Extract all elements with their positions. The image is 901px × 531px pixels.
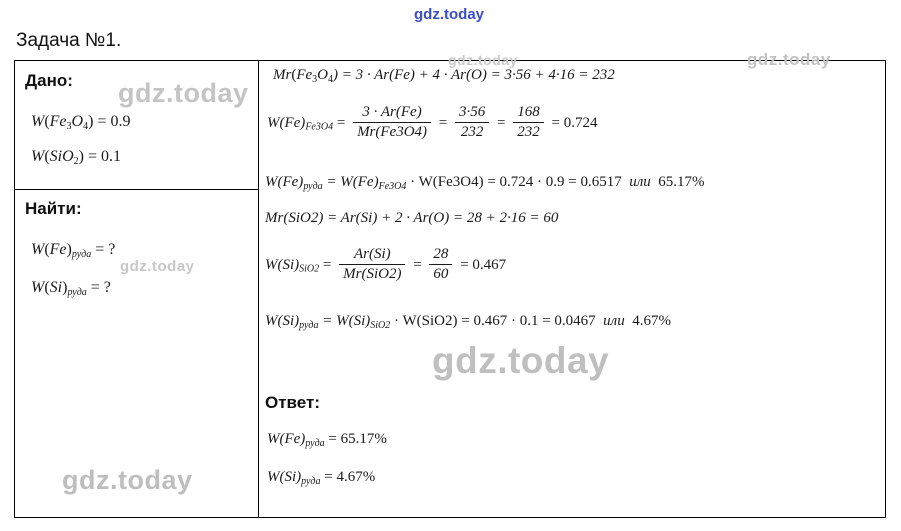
watermark-mid: gdz.today (448, 52, 518, 68)
sol-2-frac-3-num: 168 (513, 104, 544, 123)
ans-1-value: = 65.17% (324, 431, 387, 447)
find-1-el: Fe (49, 241, 67, 258)
sol-2-lhs: W(Fe) (267, 114, 306, 131)
solution-line-6 (265, 313, 671, 331)
sol-4-text: Mr(SiO2) = Ar(Si) + 2 · Ar(O) = 28 + 2·16 = 60 (265, 210, 559, 226)
sol-5-frac-2-den: 60 (433, 266, 449, 282)
sol-5-result: = 0.467 (456, 256, 507, 273)
ans-1-lhs: W(Fe) (267, 431, 306, 447)
sol-2-frac-2-den: 232 (460, 124, 484, 140)
answer-line-2 (267, 469, 375, 487)
find-1-sub: руда (71, 248, 92, 260)
watermark-bottom-left: gdz.today (62, 465, 193, 495)
sol-5-frac-2 (429, 246, 452, 283)
sol-1-el2: O (317, 67, 329, 83)
find-1-fn: W (31, 241, 45, 258)
sol-5-lhs-sub: SiO2 (299, 263, 320, 275)
vertical-divider (258, 61, 259, 517)
given-line-2: W(SiO2) = 0.1 (31, 148, 122, 167)
sol-5-frac-1-num: Ar(Si) (339, 246, 405, 265)
sol-6-lhs-sub: руда (299, 319, 319, 331)
solution-frame (14, 60, 886, 518)
solution-line-1: Mr(Fe3O4) = 3 · Ar(Fe) + 4 · Ar(O) = 3·56 + 4·16 = 232 (273, 67, 615, 85)
sol-2-eq: = (333, 114, 350, 131)
sol-5-frac-2-num: 28 (429, 246, 452, 265)
given-2-el: SiO (49, 148, 74, 165)
find-line-1: $W(Fe)_{руда}$ = ? (31, 241, 116, 260)
sol-3-tail: · W(Fe3O4) = 0.724 · 0.9 = 0.6517 (406, 174, 622, 190)
given-1-sub2: 4 (83, 120, 89, 132)
ans-2-lhs: W(Si) (267, 469, 302, 485)
find-2-result: = ? (86, 279, 111, 296)
sol-1-rhs: ) = 3 · Ar(Fe) + 4 · Ar(O) = 3·56 + 4·16 = 232 (333, 67, 615, 83)
given-1-fn: W (31, 113, 45, 130)
sol-5-lhs: W(Si) (265, 256, 300, 273)
watermark-top: gdz.today (414, 6, 484, 23)
sol-1-sub2: 4 (328, 73, 334, 85)
sol-6-lhs: W(Si) (265, 313, 300, 329)
watermark-find-area: gdz.today (120, 258, 195, 275)
sol-1-el1: Fe (296, 67, 313, 83)
sol-3-percent: 65.17% (658, 174, 705, 190)
given-1-result: ) = 0.9 (88, 113, 131, 130)
solution-line-4 (265, 210, 558, 227)
given-2-result: ) = 0.1 (78, 148, 122, 165)
sol-3-mid: = W(Fe) (322, 174, 379, 190)
watermark-center-large: gdz.today (432, 340, 610, 381)
find-line-2: $W(Si)_{руда}$ = ? (31, 279, 111, 298)
ans-2-sub: руда (301, 475, 321, 487)
solution-line-2 (267, 105, 597, 142)
find-2-el: Si (49, 279, 63, 296)
given-1-el2: O (71, 113, 84, 130)
find-label: Найти: (25, 199, 82, 218)
solution-line-5 (265, 247, 506, 284)
find-2-sub: руда (67, 286, 87, 298)
given-line-1: W(Fe3O4) = 0.9 (31, 113, 131, 132)
sol-1-sub1: 3 (312, 73, 318, 85)
sol-2-eq3: = (493, 114, 510, 131)
sol-2-frac-1-den: Mr(Fe3O4) (357, 124, 428, 140)
sol-3-mid-sub: Fe3O4 (378, 180, 407, 192)
sol-6-percent: 4.67% (632, 313, 671, 329)
ans-2-value: = 4.67% (320, 469, 376, 485)
ans-1-sub: руда (305, 437, 325, 449)
sol-5-eq: = (319, 256, 336, 273)
sol-2-frac-2 (455, 104, 489, 141)
solution-line-3 (265, 174, 705, 192)
find-2-fn: W (31, 279, 45, 296)
page-title: Задача №1. (16, 30, 122, 51)
sol-2-eq2: = (435, 114, 452, 131)
sol-3-lhs: W(Fe) (265, 174, 304, 190)
sol-2-frac-3-den: 232 (517, 124, 540, 140)
sol-6-note: или (603, 313, 625, 329)
given-1-el1: Fe (49, 113, 67, 130)
sol-1-fn: Mr (273, 67, 292, 83)
sol-2-frac-1 (353, 104, 431, 141)
sol-5-frac-1 (339, 246, 405, 283)
sol-3-note: или (629, 174, 651, 190)
sol-5-eq2: = (409, 256, 426, 273)
sol-6-mid-sub: SiO2 (370, 319, 391, 331)
given-1-sub1: 3 (66, 120, 72, 132)
watermark-right: gdz.today (747, 50, 831, 69)
sol-6-mid: = W(Si) (318, 313, 371, 329)
sol-2-frac-3 (513, 104, 544, 141)
sol-2-lhs-sub: Fe3O4 (305, 121, 334, 133)
watermark-given-area: gdz.today (118, 78, 249, 108)
given-2-fn: W (31, 148, 45, 165)
find-1-result: = ? (91, 241, 116, 258)
answer-line-1 (267, 431, 387, 449)
sol-5-frac-1-den: Mr(SiO2) (343, 266, 402, 282)
sol-6-tail: · W(SiO2) = 0.467 · 0.1 = 0.0467 (390, 313, 596, 329)
sol-3-lhs-sub: руда (303, 180, 323, 192)
sol-2-result: = 0.724 (547, 114, 598, 131)
horizontal-divider (15, 189, 258, 190)
given-label: Дано: (25, 71, 73, 90)
sol-2-frac-1-num: 3 · Ar(Fe) (353, 104, 431, 123)
answer-label: Ответ: (265, 393, 320, 412)
sol-2-frac-2-num: 3·56 (455, 104, 489, 123)
given-2-sub: 2 (73, 155, 79, 167)
